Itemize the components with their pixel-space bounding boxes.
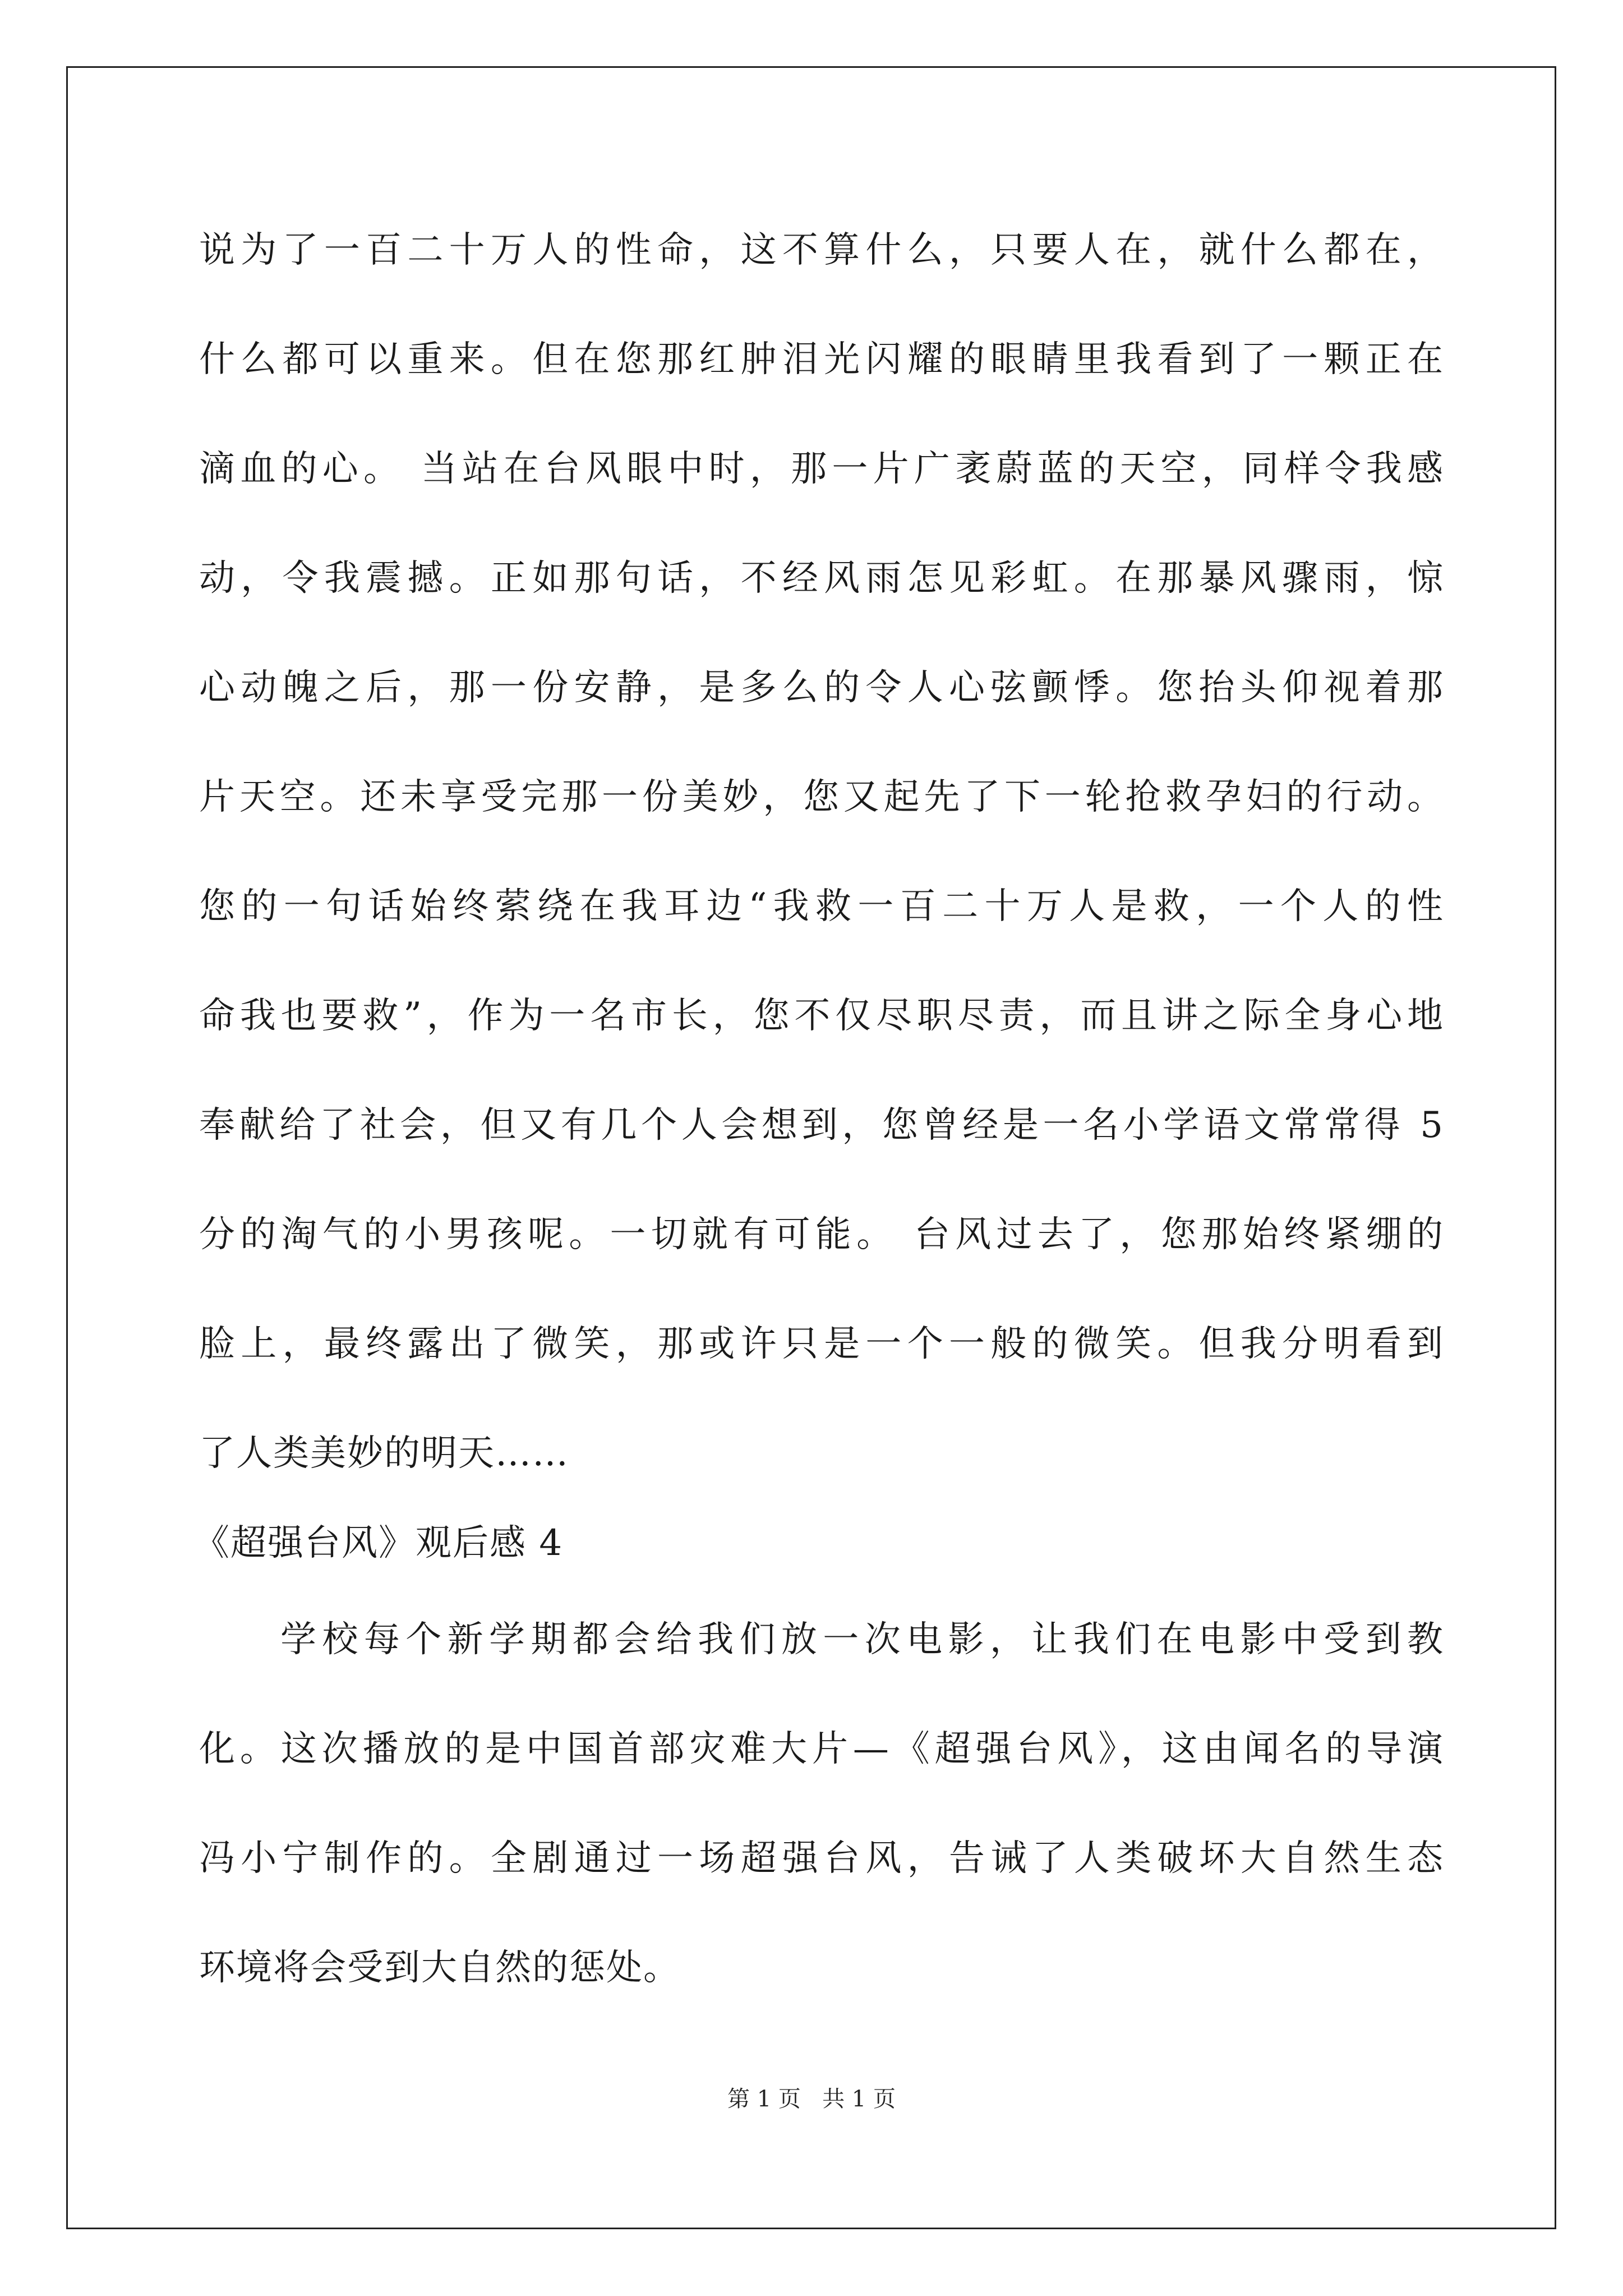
section-heading: 《超强台风》观后感 4 xyxy=(193,1522,564,1564)
paragraph-line: 学校每个新学期都会给我们放一次电影，让我们在电影中受到教 xyxy=(280,1619,1444,1660)
text-line: 脸上，最终露出了微笑，那或许只是一个一般的微笑。但我分明看到 xyxy=(199,1323,1444,1365)
paragraph-line: 化。这次播放的是中国首部灾难大片—《超强台风》，这由闻名的导演 xyxy=(199,1728,1444,1770)
text-line: 心动魄之后，那一份安静，是多么的令人心弦颤悸。您抬头仰视着那 xyxy=(199,667,1444,708)
page-border xyxy=(66,66,1556,2229)
text-line: 说为了一百二十万人的性命，这不算什么，只要人在，就什么都在， xyxy=(199,229,1444,271)
text-line: 滴血的心。 当站在台风眼中时，那一片广袤蔚蓝的天空，同样令我感 xyxy=(199,448,1444,490)
text-line: 了人类美妙的明天…… xyxy=(199,1433,569,1474)
text-line: 分的淘气的小男孩呢。一切就有可能。 台风过去了，您那始终紧绷的 xyxy=(199,1214,1444,1255)
text-line: 奉献给了社会，但又有几个人会想到，您曾经是一名小学语文常常得 5 xyxy=(199,1105,1444,1146)
text-line: 片天空。还未享受完那一份美妙，您又起先了下一轮抢救孕妇的行动。 xyxy=(199,776,1444,818)
text-line: 命我也要救”，作为一名市长，您不仅尽职尽责，而且讲之际全身心地 xyxy=(199,995,1444,1037)
text-line: 您的一句话始终萦绕在我耳边“我救一百二十万人是救，一个人的性 xyxy=(199,886,1444,927)
paragraph-line: 环境将会受到大自然的惩处。 xyxy=(199,1947,680,1989)
text-line: 动，令我震撼。正如那句话，不经风雨怎见彩虹。在那暴风骤雨，惊 xyxy=(199,558,1444,599)
text-line: 什么都可以重来。但在您那红肿泪光闪耀的眼睛里我看到了一颗正在 xyxy=(199,339,1444,380)
page-footer: 第 1 页 共 1 页 xyxy=(727,2086,896,2112)
paragraph-line: 冯小宁制作的。全剧通过一场超强台风，告诫了人类破坏大自然生态 xyxy=(199,1838,1444,1879)
